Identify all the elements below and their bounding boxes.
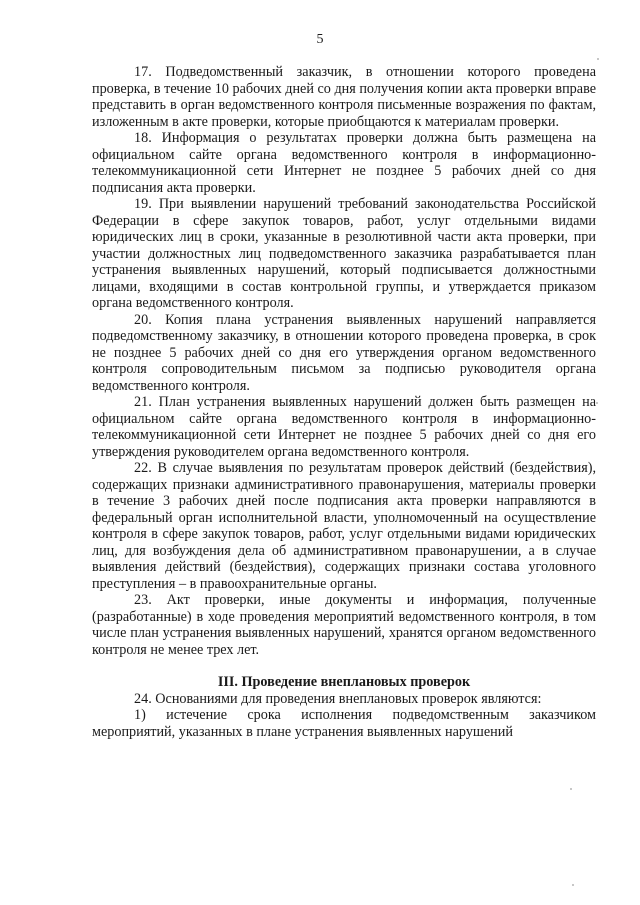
paragraph-24-item-1: 1) истечение срока исполнения подведомственным заказчиком мероприятий, указанных в плане устранения выявленных нарушений	[92, 707, 596, 740]
page-number: 5	[316, 32, 324, 47]
paragraph-23: 23. Акт проверки, иные документы и информация, полученные (разработанные) в ходе проведения мероприятий ведомственного контроля, в том числе план устранения выявленных нарушений, хранятся органом ведомственного контроля не менее трех лет.	[92, 592, 596, 658]
paragraph-21: 21. План устранения выявленных нарушений должен быть размещен на официальном сайте органа ведомственного контроля в информационно-телекоммуникационной сети Интернет не позднее 5 рабочих дней со дня его утверждения руководителем органа ведомственного контроля.	[92, 394, 596, 460]
paragraph-19: 19. При выявлении нарушений требований законодательства Российской Федерации в сфере закупок товаров, работ, услуг отдельными видами юридических лиц в сроки, указанные в резолютивной части акта проверки, при участии должностных лиц подведомственного заказчика разрабатывается план устранения выявленных нарушений, который подписывается должностными лицами, входящими в состав контрольной группы, и утверждается приказом органа ведомственного контроля.	[92, 196, 596, 311]
paragraph-24: 24. Основаниями для проведения внеплановых проверок являются:	[134, 690, 542, 707]
scan-speck	[596, 402, 598, 404]
paragraph-18: 18. Информация о результатах проверки должна быть размещена на официальном сайте органа ведомственного контроля в информационно-телекоммуникационной сети Интернет не позднее 5 рабочих дней со дня подписания акта проверки.	[92, 130, 596, 196]
scan-speck	[572, 884, 574, 886]
section-heading: III. Проведение внеплановых проверок	[217, 674, 471, 690]
document-body	[92, 64, 596, 740]
paragraph-17: 17. Подведомственный заказчик, в отношении которого проведена проверка, в течение 10 рабочих дней со дня получения копии акта проверки вправе представить в орган ведомственного контроля письменные возражения по фактам, изложенным в акте проверки, которые приобщаются к материалам проверки.	[92, 64, 596, 130]
scan-speck	[570, 788, 572, 790]
scan-speck	[597, 58, 599, 60]
paragraph-22: 22. В случае выявления по результатам проверок действий (бездействия), содержащих признаки административного правонарушения, материалы проверки в течение 3 рабочих дней после подписания акта проверки направляются в федеральный орган исполнительной власти, уполномоченный на осуществление контроля в сфере закупок товаров, работ, услуг отдельными видами юридических лиц, для возбуждения дела об административном правонарушении, а в случае выявления действий (бездействия), содержащих признаки состава уголовного преступления – в правоохранительные органы.	[92, 460, 596, 592]
paragraph-20: 20. Копия плана устранения выявленных нарушений направляется подведомственному заказчику, в отношении которого проведена проверка, в срок не позднее 5 рабочих дней со дня его утверждения органом ведомственного контроля сопроводительным письмом за подписью руководителя органа ведомственного контроля.	[92, 311, 596, 394]
